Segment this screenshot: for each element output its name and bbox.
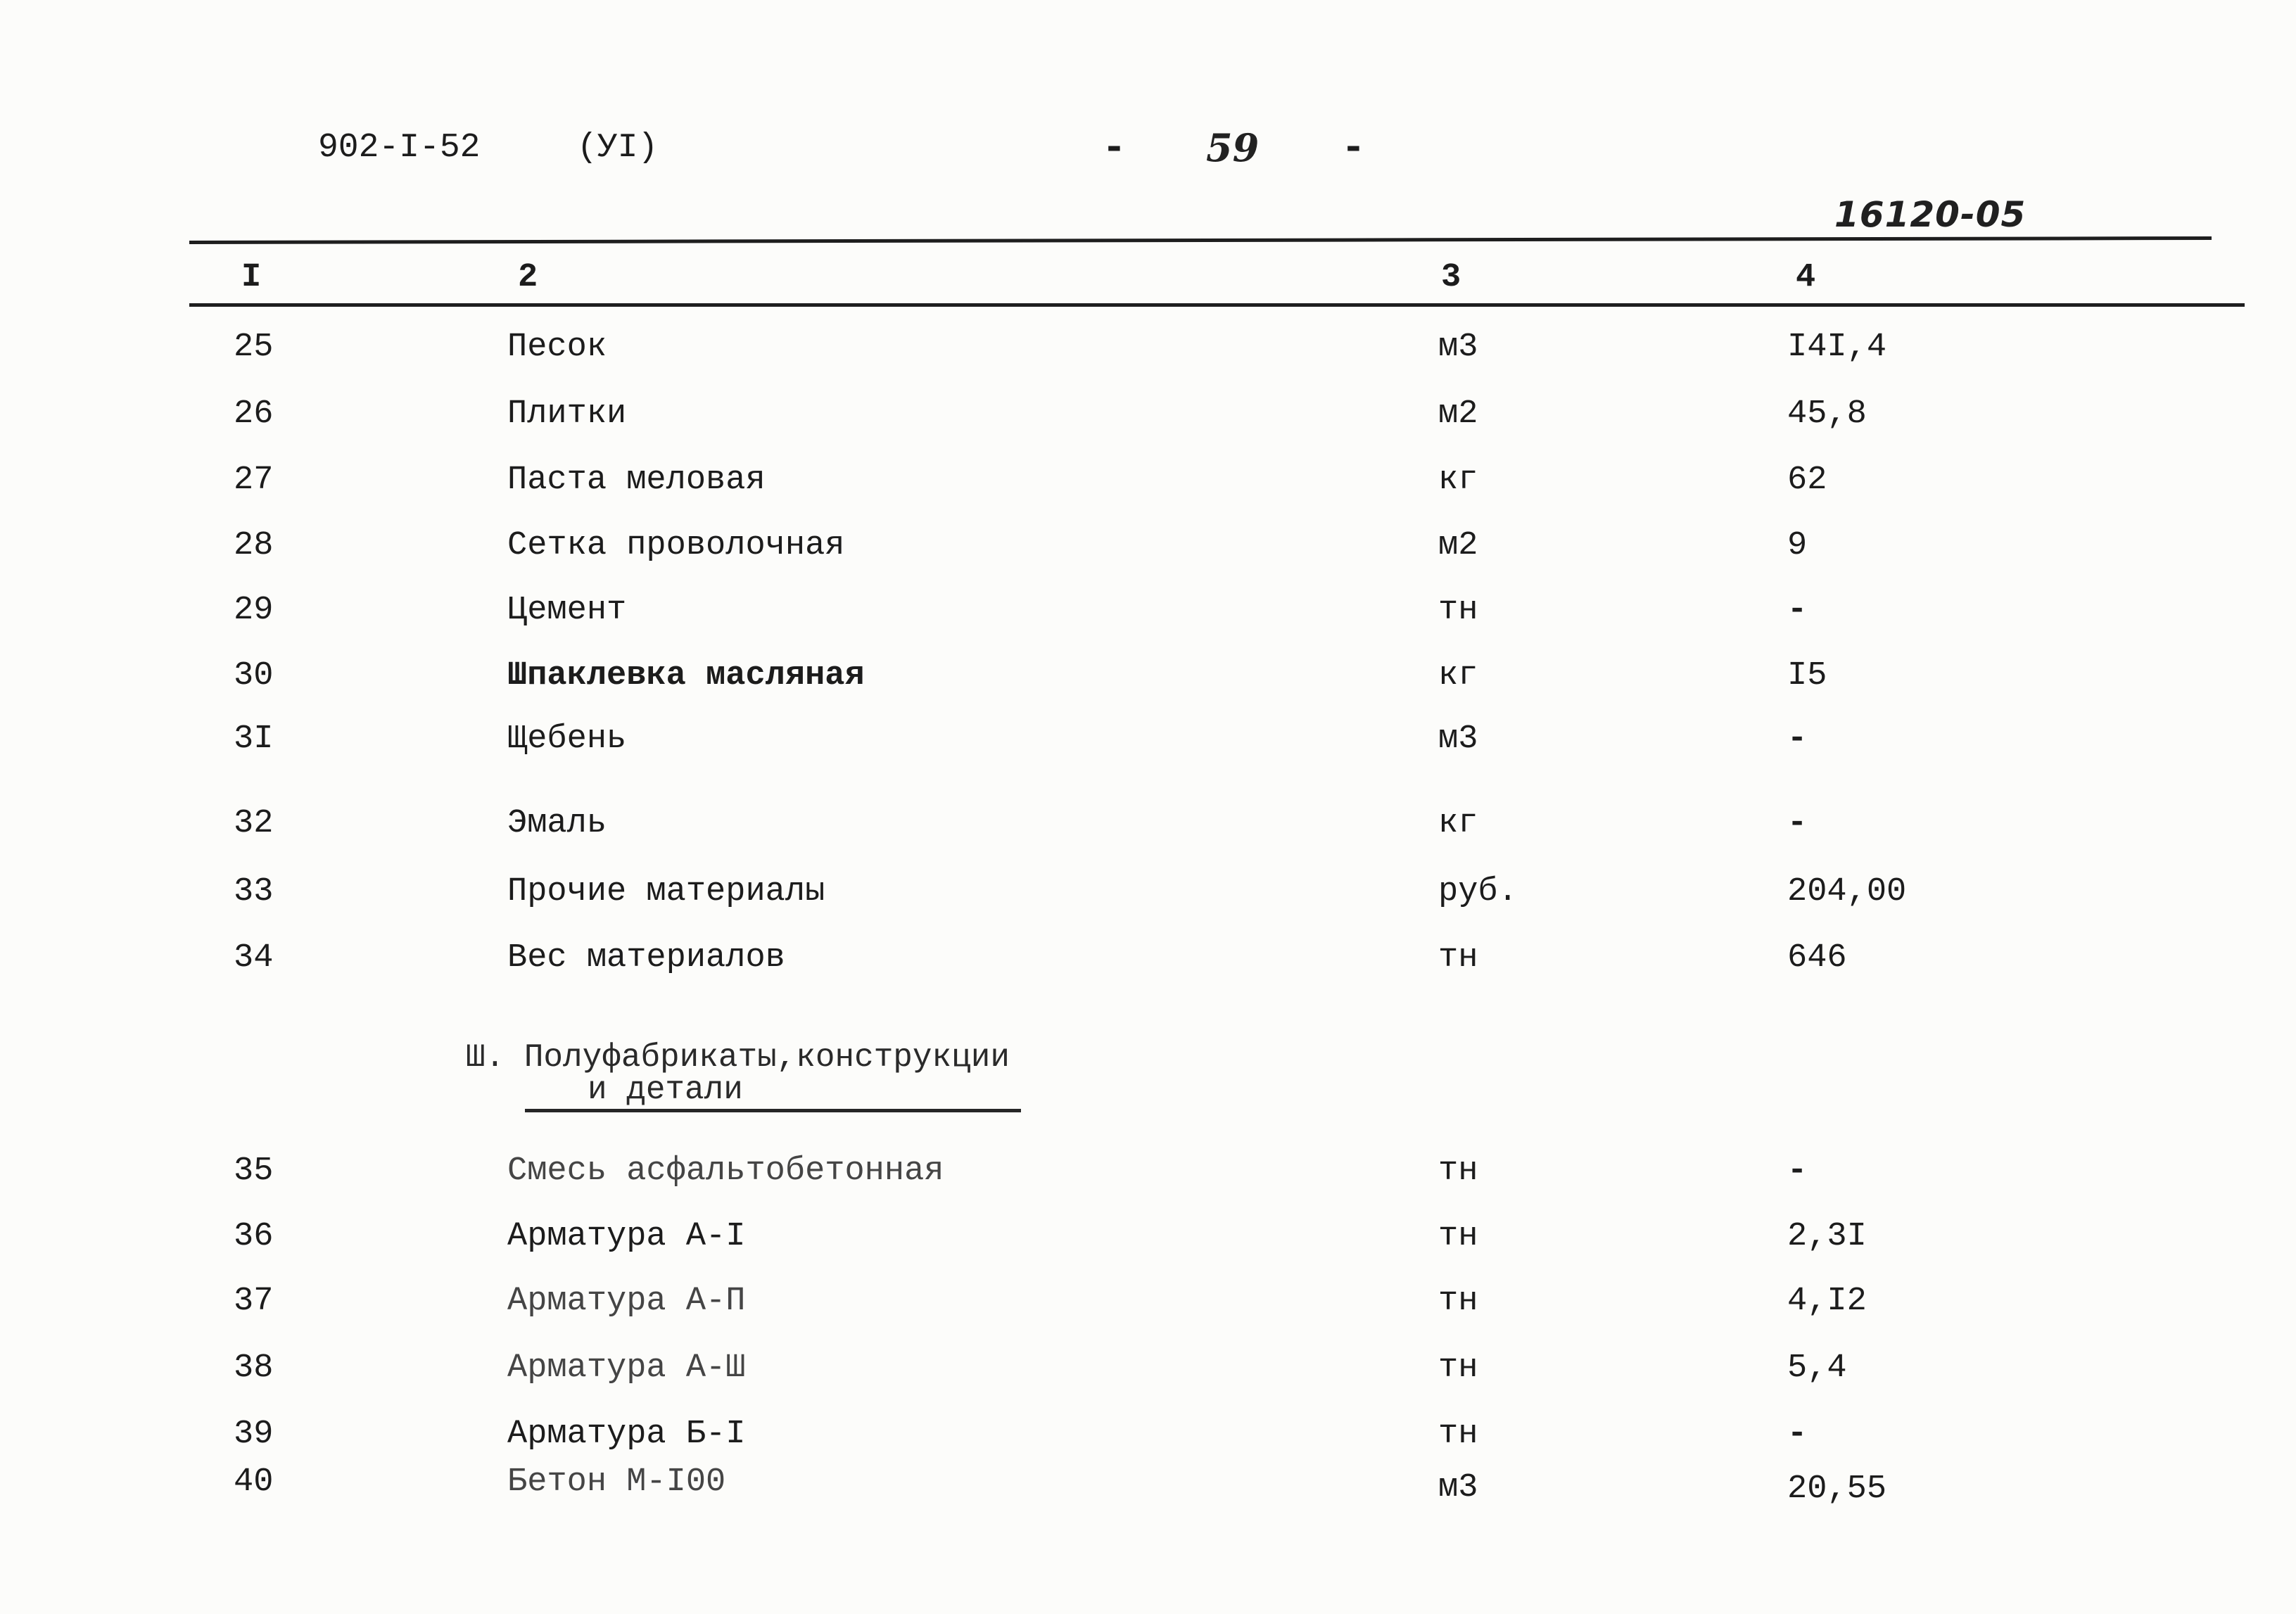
unit: м3	[1438, 1469, 1478, 1506]
row-number: 32	[234, 805, 274, 842]
unit: тн	[1438, 592, 1478, 629]
table-row	[0, 659, 2296, 694]
section-title-line2: и детали	[588, 1072, 743, 1108]
material-name: Эмаль	[507, 805, 607, 842]
quantity: 646	[1787, 939, 1847, 977]
table-row	[0, 1154, 2296, 1189]
material-name: Цемент	[507, 592, 627, 629]
quantity: 45,8	[1787, 395, 1867, 433]
table-row	[0, 528, 2296, 564]
row-number: 28	[234, 527, 274, 564]
row-number: 27	[234, 462, 274, 499]
table-row	[0, 875, 2296, 910]
row-number: 29	[234, 592, 274, 629]
row-number: 38	[234, 1349, 274, 1387]
unit: кг	[1438, 462, 1478, 499]
unit: м2	[1438, 527, 1478, 564]
quantity: -	[1787, 592, 1808, 629]
column-header-2: 2	[518, 259, 538, 296]
quantity: 5,4	[1787, 1349, 1847, 1387]
material-name: Смесь асфальтобетонная	[507, 1152, 944, 1190]
row-number: 3I	[234, 720, 274, 758]
unit: тн	[1438, 1283, 1478, 1320]
unit: м3	[1438, 720, 1478, 758]
section-title-underline	[525, 1109, 1021, 1112]
row-number: 33	[234, 873, 274, 910]
material-name: Арматура А-I	[507, 1218, 746, 1255]
quantity: 20,55	[1787, 1470, 1887, 1508]
table-row	[0, 941, 2296, 976]
quantity: -	[1787, 1152, 1808, 1190]
unit: тн	[1438, 939, 1478, 977]
unit: тн	[1438, 1349, 1478, 1387]
column-header-rule	[189, 303, 2245, 307]
material-name: Щебень	[507, 720, 627, 758]
row-number: 26	[234, 395, 274, 433]
table-row	[0, 722, 2296, 757]
row-number: 40	[234, 1463, 274, 1501]
unit: тн	[1438, 1416, 1478, 1453]
archive-number: 16120-05	[1834, 194, 2027, 235]
page-number: 59	[1206, 125, 1260, 170]
quantity: I5	[1787, 657, 1827, 694]
page-number-dash-left: -	[1102, 126, 1127, 172]
quantity: 204,00	[1787, 873, 1907, 910]
quantity: -	[1787, 805, 1808, 842]
quantity: 2,3I	[1787, 1218, 1867, 1255]
quantity: -	[1787, 720, 1808, 758]
material-name: Вес материалов	[507, 939, 785, 977]
unit: кг	[1438, 657, 1478, 694]
quantity: 62	[1787, 462, 1827, 499]
row-number: 25	[234, 329, 274, 366]
material-name: Песок	[507, 329, 607, 366]
unit: тн	[1438, 1218, 1478, 1255]
row-number: 39	[234, 1416, 274, 1453]
material-name: Бетон М-I00	[507, 1463, 726, 1501]
row-number: 35	[234, 1152, 274, 1190]
material-name: Плитки	[507, 395, 627, 433]
table-row	[0, 397, 2296, 432]
header-rule	[189, 236, 2212, 244]
column-header-row	[0, 260, 2296, 296]
material-name: Сетка проволочная	[507, 527, 845, 564]
quantity: 9	[1787, 527, 1808, 564]
material-name: Шпаклевка масляная	[507, 657, 865, 694]
material-name: Арматура Б-I	[507, 1416, 746, 1453]
table-row	[0, 806, 2296, 841]
quantity: 4,I2	[1787, 1283, 1867, 1320]
column-header-3: 3	[1441, 259, 1461, 296]
table-row	[0, 463, 2296, 498]
document-code: 902-I-52	[318, 129, 481, 167]
table-row	[0, 1219, 2296, 1254]
table-row	[0, 593, 2296, 628]
row-number: 34	[234, 939, 274, 977]
unit: кг	[1438, 805, 1478, 842]
material-name: Арматура А-П	[507, 1283, 746, 1320]
column-header-4: 4	[1796, 259, 1816, 296]
material-name: Арматура А-Ш	[507, 1349, 746, 1387]
material-name: Паста меловая	[507, 462, 766, 499]
section-title-line1: Ш. Полуфабрикаты,конструкции	[466, 1039, 1010, 1076]
table-row	[0, 1463, 2296, 1508]
table-row	[0, 1284, 2296, 1319]
quantity: -	[1787, 1416, 1808, 1453]
variant-mark: (УI)	[577, 129, 659, 167]
unit: м2	[1438, 395, 1478, 433]
row-number: 36	[234, 1218, 274, 1255]
table-row	[0, 1351, 2296, 1386]
table-row	[0, 330, 2296, 365]
unit: м3	[1438, 329, 1478, 366]
unit: руб.	[1438, 873, 1518, 910]
quantity: I4I,4	[1787, 329, 1887, 366]
column-header-1: I	[241, 259, 262, 296]
row-number: 37	[234, 1283, 274, 1320]
row-number: 30	[234, 657, 274, 694]
material-name: Прочие материалы	[507, 873, 825, 910]
table-row	[0, 1417, 2296, 1452]
unit: тн	[1438, 1152, 1478, 1190]
page-number-dash-right: -	[1341, 126, 1366, 172]
